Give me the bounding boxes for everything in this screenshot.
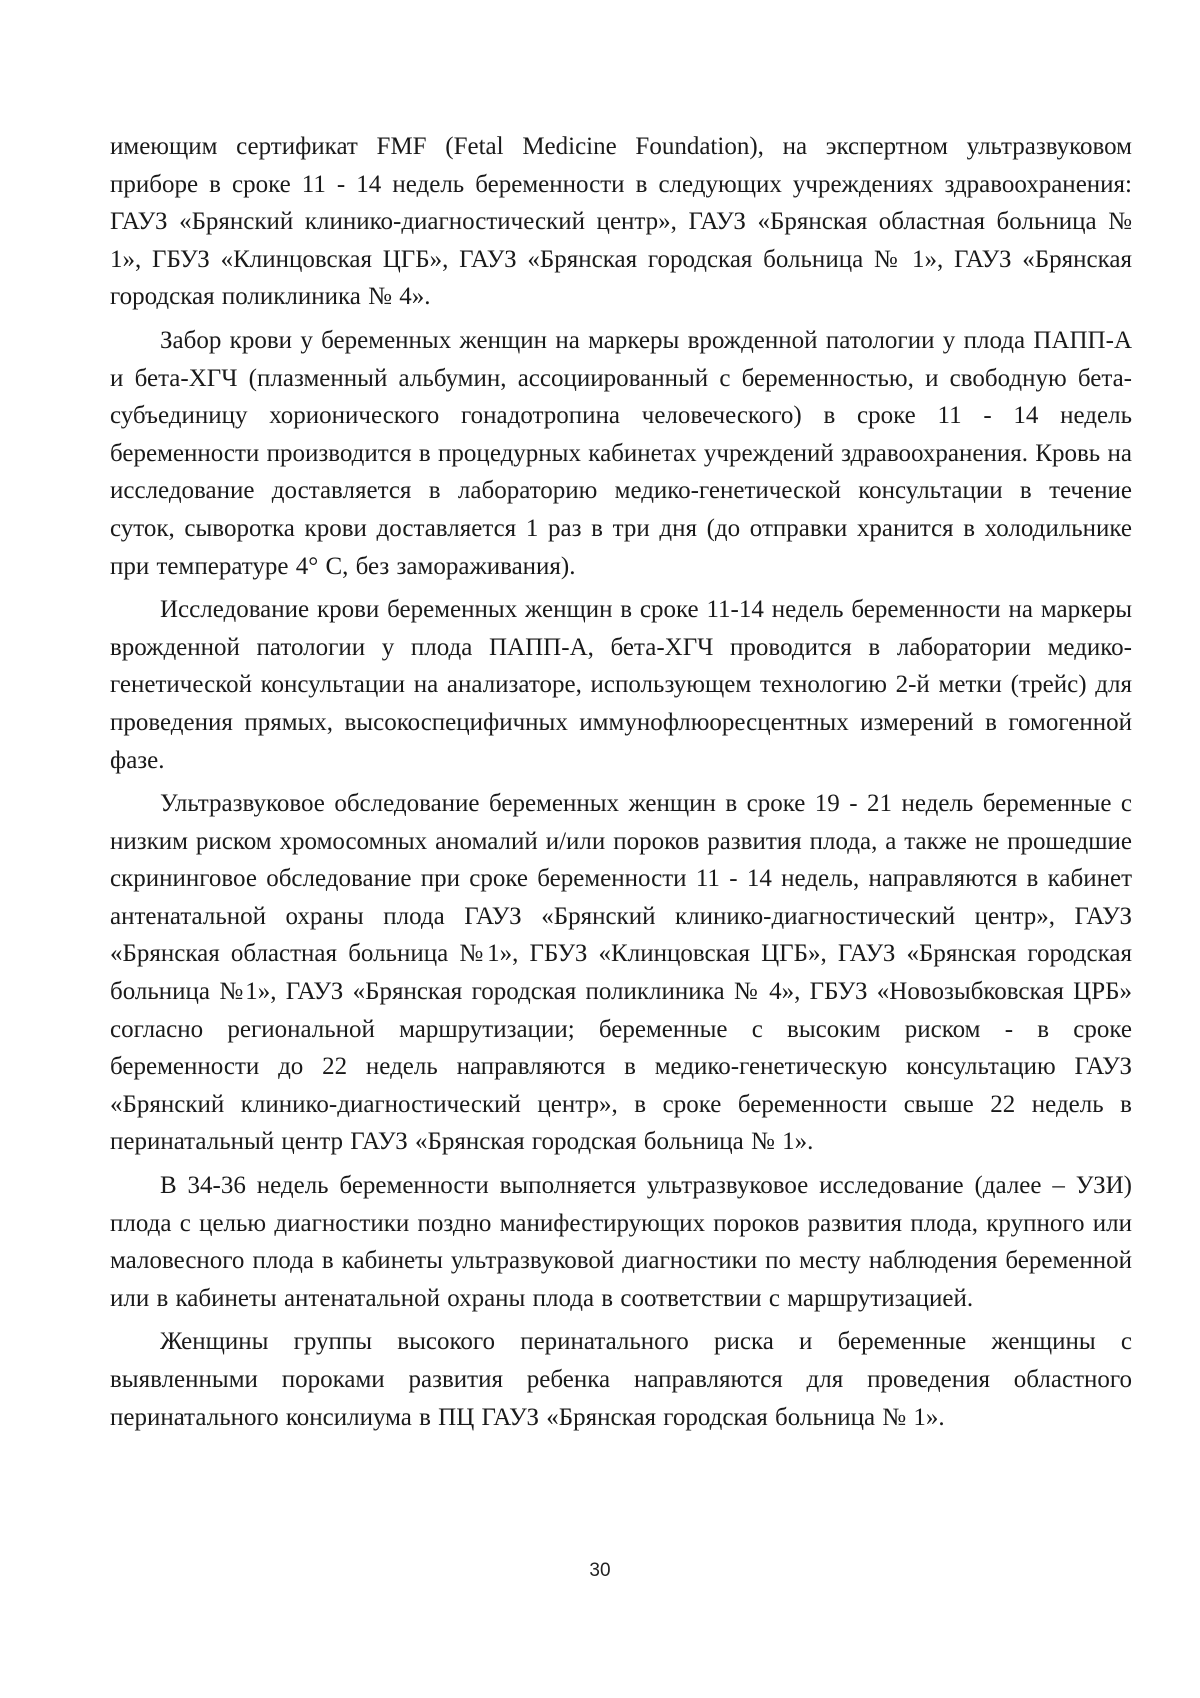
paragraph-ultrasound-19-21: Ультразвуковое обследование беременных женщин в сроке 19 - 21 недель беременные с низким риском хромосомных аномалий и/или пороков развития плода, а также не прошедшие скрининговое обследование при сроке беременности 11 - 14 недель, направляются в кабинет антенатальной охраны плода ГАУЗ «Брянский клинико-диагностический центр», ГАУЗ «Брянская областная больница №1», ГБУЗ «Клинцовская ЦГБ», ГАУЗ «Брянская городская больница №1», ГАУЗ «Брянская городская поликлиника № 4», ГБУЗ «Новозыбковская ЦРБ» согласно региональной маршрутизации; беременные с высоким риском - в сроке беременности до 22 недель направляются в медико-генетическую консультацию ГАУЗ «Брянский клинико-диагностический центр», в сроке беременности свыше 22 недель в перинатальный центр ГАУЗ «Брянская городская больница № 1».	[110, 790, 1132, 1156]
paragraph-ultrasound-34-36: В 34-36 недель беременности выполняется ультразвуковое исследование (далее – УЗИ) плода с целью диагностики поздно манифестирующих пороков развития плода, крупного или маловесного плода в кабинеты ультразвуковой диагностики по месту наблюдения беременной или в кабинеты антенатальной охраны плода в соответствии с маршрутизацией.	[110, 1172, 1132, 1312]
paragraph-blood-sampling: Забор крови у беременных женщин на маркеры врожденной патологии у плода ПАПП-А и бета-ХГЧ (плазменный альбумин, ассоциированный с беременностью, и свободную бета-субъединицу хорионического гонадотропина человеческого) в сроке 11 - 14 недель беременности производится в процедурных кабинетах учреждений здравоохранения. Кровь на исследование доставляется в лабораторию медико-генетической консультации в течение суток, сыворотка крови доставляется 1 раз в три дня (до отправки хранится в холодильнике при температуре 4° С, без замораживания).	[110, 326, 1132, 580]
paragraph-continued: имеющим сертификат FMF (Fetal Medicine Foundation), на экспертном ультразвуковом приборе в сроке 11 - 14 недель беременности в следующих учреждениях здравоохранения: ГАУЗ «Брянский клинико-диагностический центр», ГАУЗ «Брянская областная больница № 1», ГБУЗ «Клинцовская ЦГБ», ГАУЗ «Брянская городская больница № 1», ГАУЗ «Брянская городская поликлиника № 4».	[110, 133, 1132, 311]
body-text	[110, 128, 1132, 1442]
paragraph-blood-analysis: Исследование крови беременных женщин в сроке 11-14 недель беременности на маркеры врожденной патологии у плода ПАПП-А, бета-ХГЧ проводится в лаборатории медико-генетической консультации на анализаторе, использующем технологию 2-й метки (трейс) для проведения прямых, высокоспецифичных иммунофлюоресцентных измерений в гомогенной фазе.	[110, 596, 1132, 774]
paragraph-perinatal-council: Женщины группы высокого перинатального риска и беременные женщины с выявленными пороками развития ребенка направляются для проведения областного перинатального консилиума в ПЦ ГАУЗ «Брянская городская больница № 1».	[110, 1328, 1132, 1431]
page-number: 30	[589, 1560, 611, 1581]
